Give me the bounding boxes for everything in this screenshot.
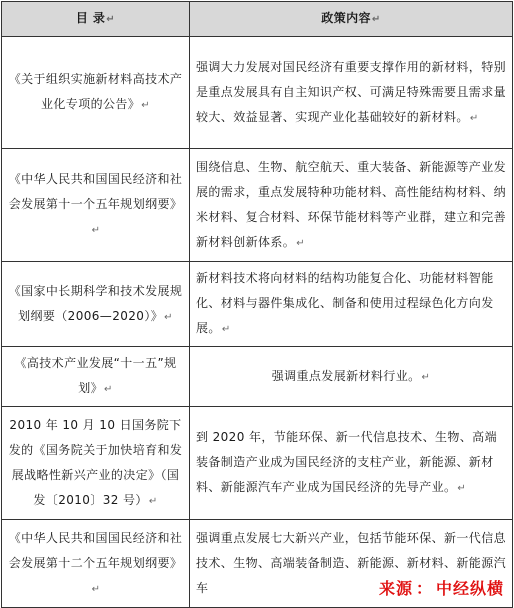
content-cell: 强调大力发展对国民经济有重要支撑作用的新材料，特别是重点发展具有自主知识产权、可满足特殊需要且需求量较大、效益显著、实现产业化基础较好的新材料。↵ — [190, 37, 513, 149]
content-cell: 强调重点发展七大新兴产业，包括节能环保、新一代信息技术、生物、高端装备制造、新能源、新材料、新能源汽车 — [190, 520, 513, 608]
table-header-row — [2, 2, 513, 37]
source-name: 中经纵横 — [435, 579, 504, 598]
directory-cell: 2010 年 10 月 10 日国务院下发的《国务院关于加快培育和发展战略性新兴产业的决定》（国发〔2010〕32 号）↵ — [2, 407, 190, 520]
content-cell: 新材料技术将向材料的结构功能复合化、功能材料智能化、材料与器件集成化、制备和使用过程绿色化方向发展。↵ — [190, 262, 513, 347]
column-header-content: 政策内容↵ — [190, 2, 513, 37]
content-cell: 强调重点发展新材料行业。↵ — [190, 347, 513, 407]
source-separator: ： — [415, 579, 433, 598]
source-label: 来源 — [378, 579, 413, 598]
table-row — [2, 37, 513, 149]
table-row — [2, 262, 513, 347]
source-watermark — [379, 576, 504, 599]
directory-cell: 《高技术产业发展“十一五”规划》↵ — [2, 347, 190, 407]
table-row — [2, 347, 513, 407]
directory-cell: 《关于组织实施新材料高技术产业化专项的公告》↵ — [2, 37, 190, 149]
content-cell: 围绕信息、生物、航空航天、重大装备、新能源等产业发展的需求，重点发展特种功能材料、高性能结构材料、纳米材料、复合材料、环保节能材料等产业群，建立和完善新材料创新体系。↵ — [190, 149, 513, 262]
directory-cell: 《国家中长期科学和技术发展规划纲要（2006—2020）》↵ — [2, 262, 190, 347]
table-row — [2, 407, 513, 520]
directory-cell: 《中华人民共和国国民经济和社会发展第十一个五年规划纲要》↵ — [2, 149, 190, 262]
directory-cell: 《中华人民共和国国民经济和社会发展第十二个五年规划纲要》↵ — [2, 520, 190, 608]
table-row — [2, 149, 513, 262]
column-header-directory: 目 录↵ — [2, 2, 190, 37]
policy-table — [1, 1, 513, 608]
content-cell: 到 2020 年，节能环保、新一代信息技术、生物、高端装备制造产业成为国民经济的支柱产业，新能源、新材料、新能源汽车产业成为国民经济的先导产业。↵ — [190, 407, 513, 520]
